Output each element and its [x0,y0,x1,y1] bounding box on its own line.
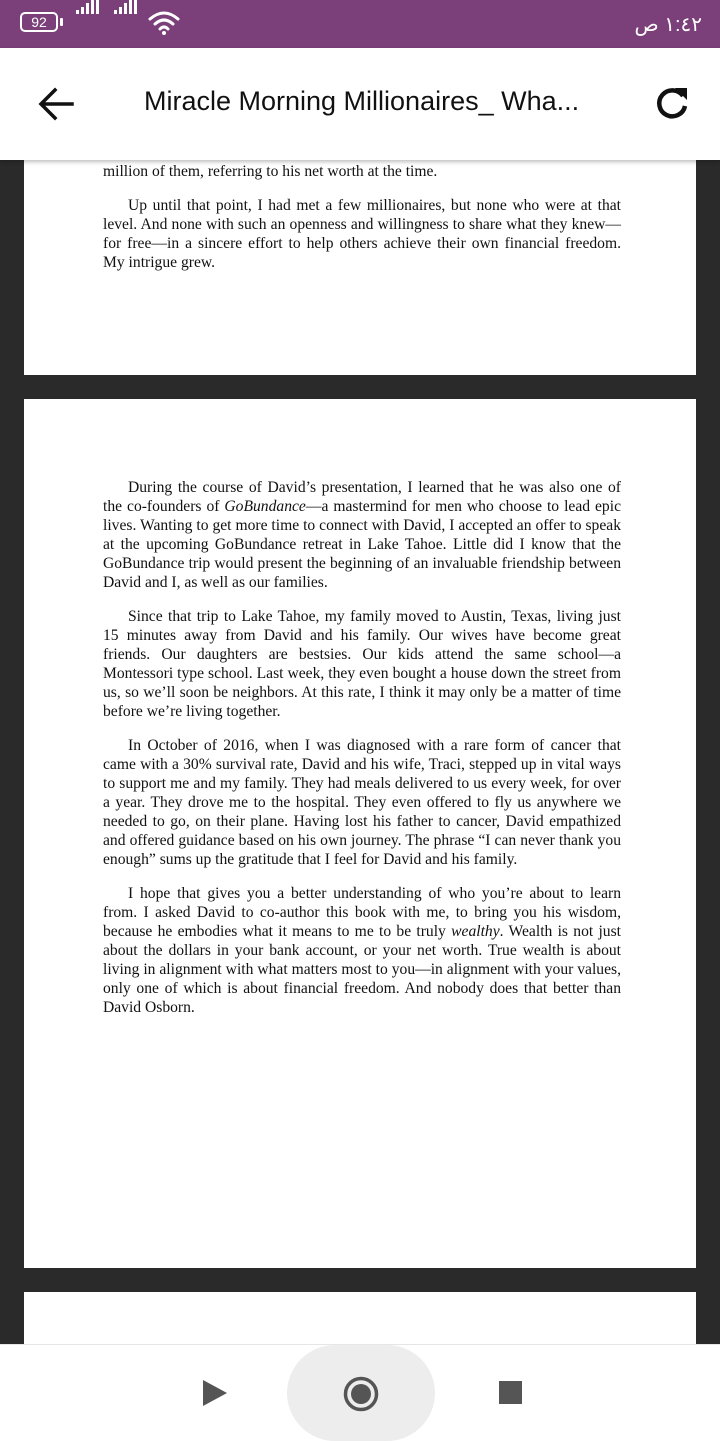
document-title: Miracle Morning Millionaires_ Wha... [144,86,580,116]
back-arrow-icon[interactable] [36,86,76,122]
document-page-1 [24,160,696,375]
app-bar [0,48,720,160]
battery-level: 92 [31,14,47,30]
paragraph-3: In October of 2016, when I was diagnosed with a rare form of cancer that came with a 30% survival rate, David and his wife, Traci, stepped up in vital ways to support me and my family. They had meals delivered to us every week, for over a year. They drove me to the hospital. They even offered to fly us anywhere we needed to go, on their plane. Having lost his father to cancer, David empathized and offered guidance based on his own journey. The phrase “I can never thank you enough” sums up the gratitude that I feel for David and his family. [103,737,621,868]
wifi-icon [148,10,180,36]
clock: ١:٤٢ ص [634,14,702,36]
paragraph-4: I hope that gives you a better understanding of who you’re about to learn from. I asked David to co-author this book with me, to bring you his wisdom, because he embodies what it means to me to be truly wealthy. Wealth is not just about the dollars in your bank account, or your net worth. True wealth is about living in alignment with what matters most to you—in alignment with your values, only one of which is about financial freedom. And nobody does that better than David Osborn. [103,885,621,1016]
battery-nub [60,18,63,26]
stop-icon[interactable] [499,1381,522,1404]
battery-icon [20,12,58,32]
page-2-text [103,478,621,1032]
playback-controls [0,1344,720,1441]
play-icon[interactable] [203,1380,227,1406]
paragraph-2: Since that trip to Lake Tahoe, my family moved to Austin, Texas, living just 15 minutes away from David and his family. Our wives have become great friends. Our daughters are bestsies. Our kids attend the same school—a Montessori type school. Last week, they even bought a house down the street from us, so we’ll soon be neighbors. At this rate, I think it may only be a matter of time before we’re living together. [103,608,621,720]
document-page-2 [24,399,696,1268]
refresh-icon[interactable] [652,84,692,124]
paragraph-1: During the course of David’s presentation, I learned that he was also one of the co-founders of GoBundance—a mastermind for men who choose to lead epic lives. Wanting to get more time to connect with David, I accepted an offer to speak at the upcoming GoBundance retreat in Lake Tahoe. Little did I know that the GoBundance trip would present the beginning of an invaluable friendship between David and I, as well as our families. [103,479,621,591]
paragraph-fragment: million of them, referring to his net worth at the time. [103,163,438,180]
paragraph: Up until that point, I had met a few millionaires, but none who were at that level. And none with such an openness and willingness to share what they knew—for free—in a sincere effort to help others achieve their own financial freedom. My intrigue grew. [103,197,621,271]
document-page-3 [24,1292,696,1352]
status-bar [0,0,720,48]
page-1-text [103,162,621,287]
record-icon[interactable] [343,1376,379,1412]
